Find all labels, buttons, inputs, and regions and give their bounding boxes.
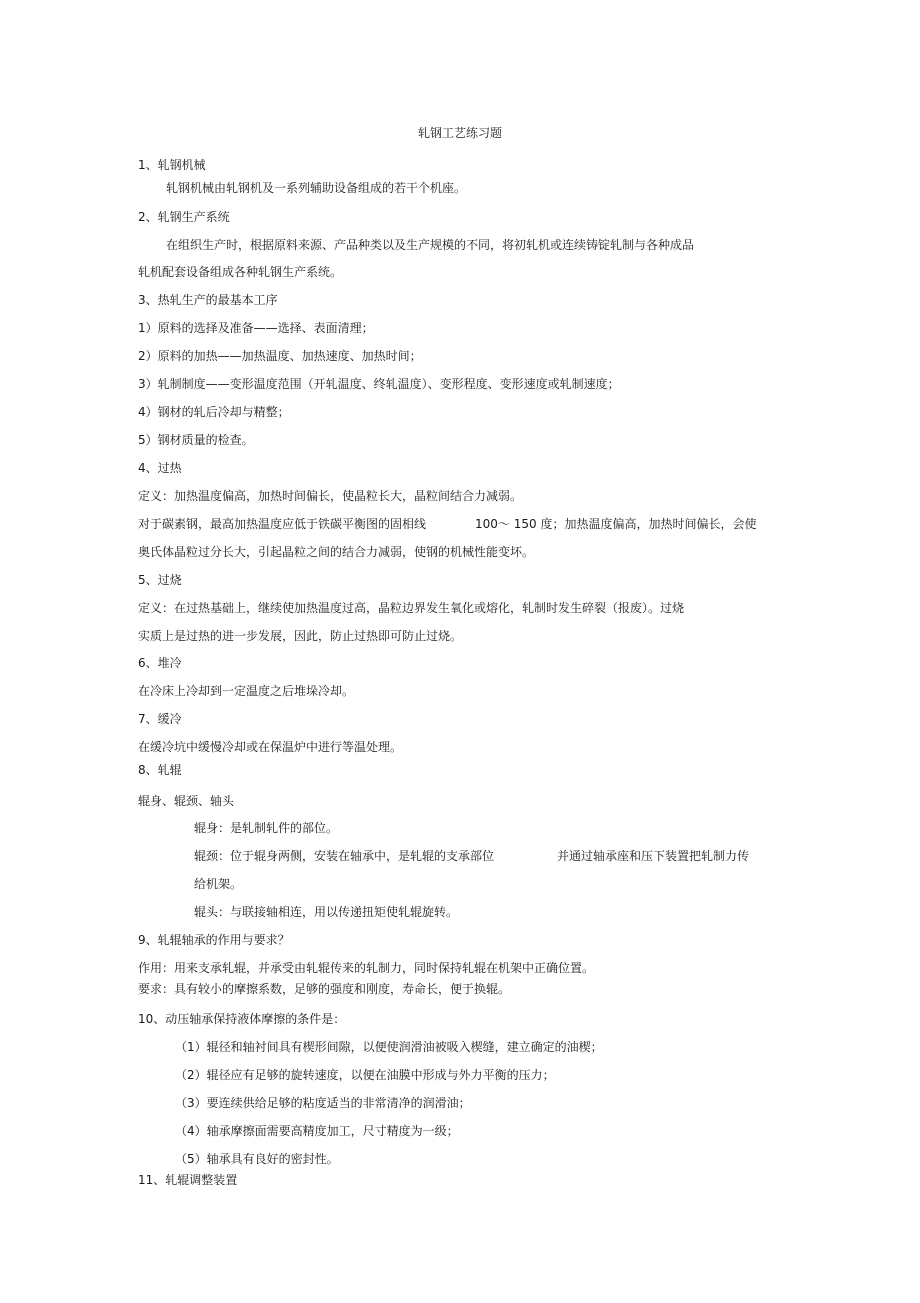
section-heading-6: 6、堆冷 — [138, 656, 182, 670]
paragraph: 辊身、辊颈、轴头 — [138, 794, 235, 808]
section-heading-4: 4、过热 — [138, 461, 182, 475]
list-item: （1）辊径和轴衬间具有楔形间隙，以便使润滑油被吸入楔缝，建立确定的油楔； — [175, 1040, 603, 1054]
section-heading-1: 1、轧钢机械 — [138, 158, 206, 172]
paragraph: 实质上是过热的进一步发展，因此，防止过热即可防止过烧。 — [138, 629, 463, 643]
list-item: （3）要连续供给足够的粘度适当的非常清净的润滑油； — [175, 1096, 471, 1110]
list-item: 3）轧制制度——变形温度范围（开轧温度、终轧温度）、变形程度、变形速度或轧制速度； — [138, 377, 620, 391]
section-heading-8: 8、轧辊 — [138, 763, 182, 777]
paragraph: 给机架。 — [194, 877, 243, 891]
paragraph: 轧机配套设备组成各种轧钢生产系统。 — [138, 265, 343, 279]
list-item: 4）钢材的轧后冷却与精整； — [138, 405, 290, 419]
paragraph: 在冷床上冷却到一定温度之后堆垛冷却。 — [138, 684, 355, 698]
paragraph: 对于碳素钢，最高加热温度应低于铁碳平衡图的固相线 — [138, 517, 427, 531]
list-item: 5）钢材质量的检查。 — [138, 433, 254, 447]
list-item: （4）轴承摩擦面需要高精度加工，尺寸精度为一级； — [175, 1124, 459, 1138]
paragraph: 奥氏体晶粒过分长大，引起晶粒之间的结合力减弱，使钢的机械性能变坏。 — [138, 545, 535, 559]
paragraph: 在组织生产时，根据原料来源、产品种类以及生产规模的不同，将初轧机或连续铸锭轧制与各种成品 — [166, 238, 695, 252]
section-heading-2: 2、轧钢生产系统 — [138, 210, 230, 224]
section-heading-10: 10、动压轴承保持液体摩擦的条件是： — [138, 1012, 346, 1026]
section-heading-9: 9、轧辊轴承的作用与要求？ — [138, 933, 290, 947]
paragraph: 辊头：与联接轴相连，用以传递扭矩使轧辊旋转。 — [194, 905, 459, 919]
paragraph: 要求：具有较小的摩擦系数，足够的强度和刚度，寿命长，便于换辊。 — [138, 982, 511, 996]
section-heading-7: 7、缓冷 — [138, 712, 182, 726]
paragraph: 辊颈：位于辊身两侧，安装在轴承中，是轧辊的支承部位 — [194, 849, 495, 863]
list-item: 2）原料的加热——加热温度、加热速度、加热时间； — [138, 349, 422, 363]
paragraph: 作用：用来支承轧辊，并承受由轧辊传来的轧制力，同时保持轧辊在机架中正确位置。 — [138, 961, 595, 975]
paragraph: 定义：在过热基础上，继续使加热温度过高，晶粒边界发生氧化或熔化，轧制时发生碎裂（报废）。过烧 — [138, 601, 685, 615]
list-item: 1）原料的选择及准备——选择、表面清理； — [138, 321, 374, 335]
paragraph: 轧钢机械由轧钢机及一系列辅助设备组成的若干个机座。 — [166, 181, 467, 195]
list-item: （2）辊径应有足够的旋转速度，以便在油膜中形成与外力平衡的压力； — [175, 1068, 555, 1082]
section-heading-5: 5、过烧 — [138, 573, 182, 587]
paragraph: 100～ 150 度；加热温度偏高，加热时间偏长，会使 — [475, 517, 757, 531]
paragraph: 并通过轴承座和压下装置把轧制力传 — [557, 849, 750, 863]
paragraph: 辊身：是轧制轧件的部位。 — [194, 821, 339, 835]
paragraph: 定义：加热温度偏高，加热时间偏长，使晶粒长大，晶粒间结合力减弱。 — [138, 489, 523, 503]
section-heading-11: 11、轧辊调整装置 — [138, 1173, 238, 1187]
page-title: 轧钢工艺练习题 — [417, 126, 502, 140]
list-item: （5）轴承具有良好的密封性。 — [175, 1152, 339, 1166]
paragraph: 在缓冷坑中缓慢冷却或在保温炉中进行等温处理。 — [138, 740, 403, 754]
section-heading-3: 3、热轧生产的最基本工序 — [138, 293, 278, 307]
